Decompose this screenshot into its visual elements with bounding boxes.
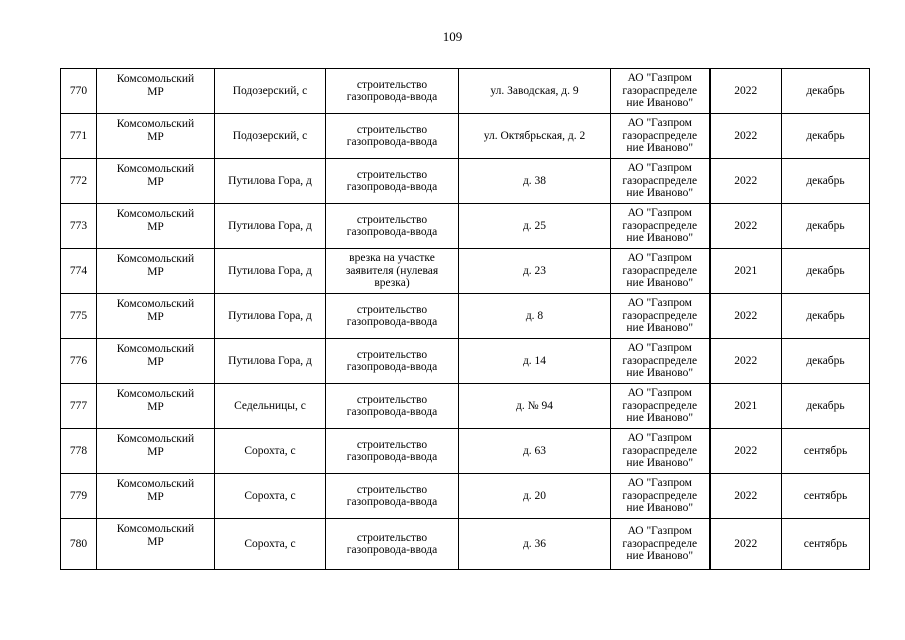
year-cell: 2022: [710, 294, 782, 339]
month-cell: сентябрь: [782, 474, 870, 519]
address-cell: д. 14: [459, 339, 611, 384]
year-cell: 2022: [710, 474, 782, 519]
gasification-registry-table: [60, 68, 870, 570]
address-cell: д. 23: [459, 249, 611, 294]
address-cell: д. № 94: [459, 384, 611, 429]
table-row: [61, 519, 870, 570]
organization-cell: АО "Газпром газораспределе ние Иваново": [611, 159, 710, 204]
settlement-cell: Сорохта, с: [215, 429, 326, 474]
district-cell: Комсомольский МР: [97, 384, 215, 429]
work-type-cell: строительство газопровода-ввода: [326, 339, 459, 384]
row-number-cell: 770: [61, 69, 97, 114]
address-cell: д. 36: [459, 519, 611, 570]
address-cell: д. 38: [459, 159, 611, 204]
organization-cell: АО "Газпром газораспределе ние Иваново": [611, 204, 710, 249]
settlement-cell: Подозерский, с: [215, 114, 326, 159]
table-row: [61, 429, 870, 474]
table-row: [61, 249, 870, 294]
settlement-cell: Подозерский, с: [215, 69, 326, 114]
settlement-cell: Путилова Гора, д: [215, 339, 326, 384]
table-row: [61, 69, 870, 114]
address-cell: д. 20: [459, 474, 611, 519]
year-cell: 2021: [710, 384, 782, 429]
district-cell: Комсомольский МР: [97, 159, 215, 204]
month-cell: декабрь: [782, 249, 870, 294]
organization-cell: АО "Газпром газораспределе ние Иваново": [611, 294, 710, 339]
address-cell: д. 25: [459, 204, 611, 249]
district-cell: Комсомольский МР: [97, 474, 215, 519]
work-type-cell: строительство газопровода-ввода: [326, 159, 459, 204]
district-cell: Комсомольский МР: [97, 294, 215, 339]
work-type-cell: строительство газопровода-ввода: [326, 204, 459, 249]
row-number-cell: 775: [61, 294, 97, 339]
table-row: [61, 204, 870, 249]
year-cell: 2022: [710, 69, 782, 114]
row-number-cell: 774: [61, 249, 97, 294]
work-type-cell: строительство газопровода-ввода: [326, 474, 459, 519]
district-cell: Комсомольский МР: [97, 519, 215, 570]
row-number-cell: 778: [61, 429, 97, 474]
organization-cell: АО "Газпром газораспределе ние Иваново": [611, 249, 710, 294]
settlement-cell: Сорохта, с: [215, 474, 326, 519]
work-type-cell: строительство газопровода-ввода: [326, 384, 459, 429]
settlement-cell: Седельницы, с: [215, 384, 326, 429]
settlement-cell: Путилова Гора, д: [215, 204, 326, 249]
settlement-cell: Сорохта, с: [215, 519, 326, 570]
year-cell: 2022: [710, 519, 782, 570]
settlement-cell: Путилова Гора, д: [215, 249, 326, 294]
month-cell: декабрь: [782, 159, 870, 204]
row-number-cell: 773: [61, 204, 97, 249]
month-cell: декабрь: [782, 69, 870, 114]
table-row: [61, 114, 870, 159]
organization-cell: АО "Газпром газораспределе ние Иваново": [611, 384, 710, 429]
row-number-cell: 771: [61, 114, 97, 159]
district-cell: Комсомольский МР: [97, 429, 215, 474]
row-number-cell: 779: [61, 474, 97, 519]
district-cell: Комсомольский МР: [97, 249, 215, 294]
work-type-cell: строительство газопровода-ввода: [326, 429, 459, 474]
table-row: [61, 474, 870, 519]
work-type-cell: строительство газопровода-ввода: [326, 294, 459, 339]
district-cell: Комсомольский МР: [97, 339, 215, 384]
month-cell: сентябрь: [782, 519, 870, 570]
month-cell: декабрь: [782, 114, 870, 159]
table-row: [61, 339, 870, 384]
table-body: [61, 69, 870, 570]
year-cell: 2022: [710, 429, 782, 474]
work-type-cell: строительство газопровода-ввода: [326, 519, 459, 570]
month-cell: декабрь: [782, 339, 870, 384]
organization-cell: АО "Газпром газораспределе ние Иваново": [611, 114, 710, 159]
year-cell: 2021: [710, 249, 782, 294]
settlement-cell: Путилова Гора, д: [215, 294, 326, 339]
year-cell: 2022: [710, 339, 782, 384]
row-number-cell: 780: [61, 519, 97, 570]
organization-cell: АО "Газпром газораспределе ние Иваново": [611, 519, 710, 570]
organization-cell: АО "Газпром газораспределе ние Иваново": [611, 429, 710, 474]
address-cell: д. 63: [459, 429, 611, 474]
organization-cell: АО "Газпром газораспределе ние Иваново": [611, 339, 710, 384]
table-row: [61, 159, 870, 204]
address-cell: ул. Октябрьская, д. 2: [459, 114, 611, 159]
table-row: [61, 384, 870, 429]
page-number: 109: [442, 29, 463, 44]
organization-cell: АО "Газпром газораспределе ние Иваново": [611, 69, 710, 114]
district-cell: Комсомольский МР: [97, 204, 215, 249]
district-cell: Комсомольский МР: [97, 69, 215, 114]
year-cell: 2022: [710, 159, 782, 204]
row-number-cell: 776: [61, 339, 97, 384]
work-type-cell: строительство газопровода-ввода: [326, 114, 459, 159]
month-cell: декабрь: [782, 294, 870, 339]
year-cell: 2022: [710, 114, 782, 159]
row-number-cell: 777: [61, 384, 97, 429]
address-cell: д. 8: [459, 294, 611, 339]
district-cell: Комсомольский МР: [97, 114, 215, 159]
organization-cell: АО "Газпром газораспределе ние Иваново": [611, 474, 710, 519]
table-row: [61, 294, 870, 339]
month-cell: декабрь: [782, 384, 870, 429]
month-cell: сентябрь: [782, 429, 870, 474]
work-type-cell: строительство газопровода-ввода: [326, 69, 459, 114]
row-number-cell: 772: [61, 159, 97, 204]
year-cell: 2022: [710, 204, 782, 249]
work-type-cell: врезка на участке заявителя (нулевая врезка): [326, 249, 459, 294]
month-cell: декабрь: [782, 204, 870, 249]
settlement-cell: Путилова Гора, д: [215, 159, 326, 204]
address-cell: ул. Заводская, д. 9: [459, 69, 611, 114]
